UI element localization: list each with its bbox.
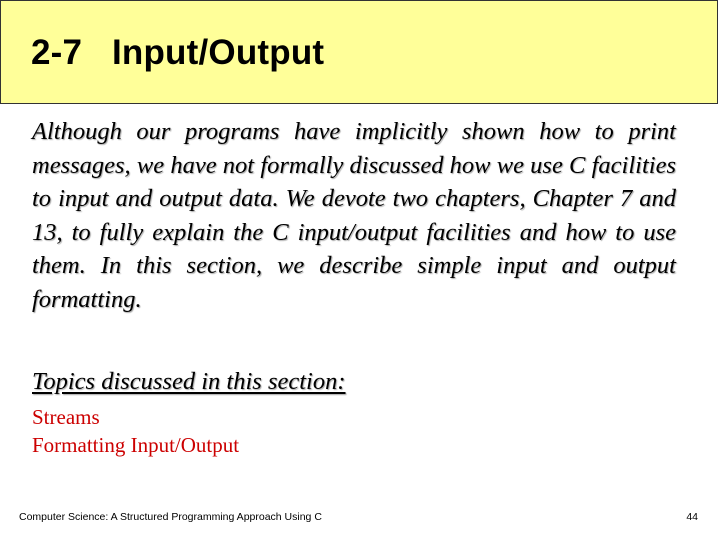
- topic-item-formatting: Formatting Input/Output: [32, 433, 240, 457]
- body-paragraph: Although our programs have implicitly shown how to print messages, we have not formally discussed how we use C facilities to input and output data. We devote two chapters, Chapter 7 and 13, to fully explain the C input/output facilities and how to use them. In this section, we describe simple input and output formatting.: [32, 118, 676, 313]
- topic-item-streams: Streams: [32, 405, 100, 429]
- topics-list: [32, 403, 239, 459]
- slide-title: 2-7 Input/Output: [31, 33, 325, 72]
- topics-heading: Topics discussed in this section:: [32, 368, 346, 395]
- title-bar: [0, 0, 718, 104]
- footer-book-title: Computer Science: A Structured Programming Approach Using C: [19, 511, 322, 523]
- footer-page-number: 44: [686, 511, 698, 523]
